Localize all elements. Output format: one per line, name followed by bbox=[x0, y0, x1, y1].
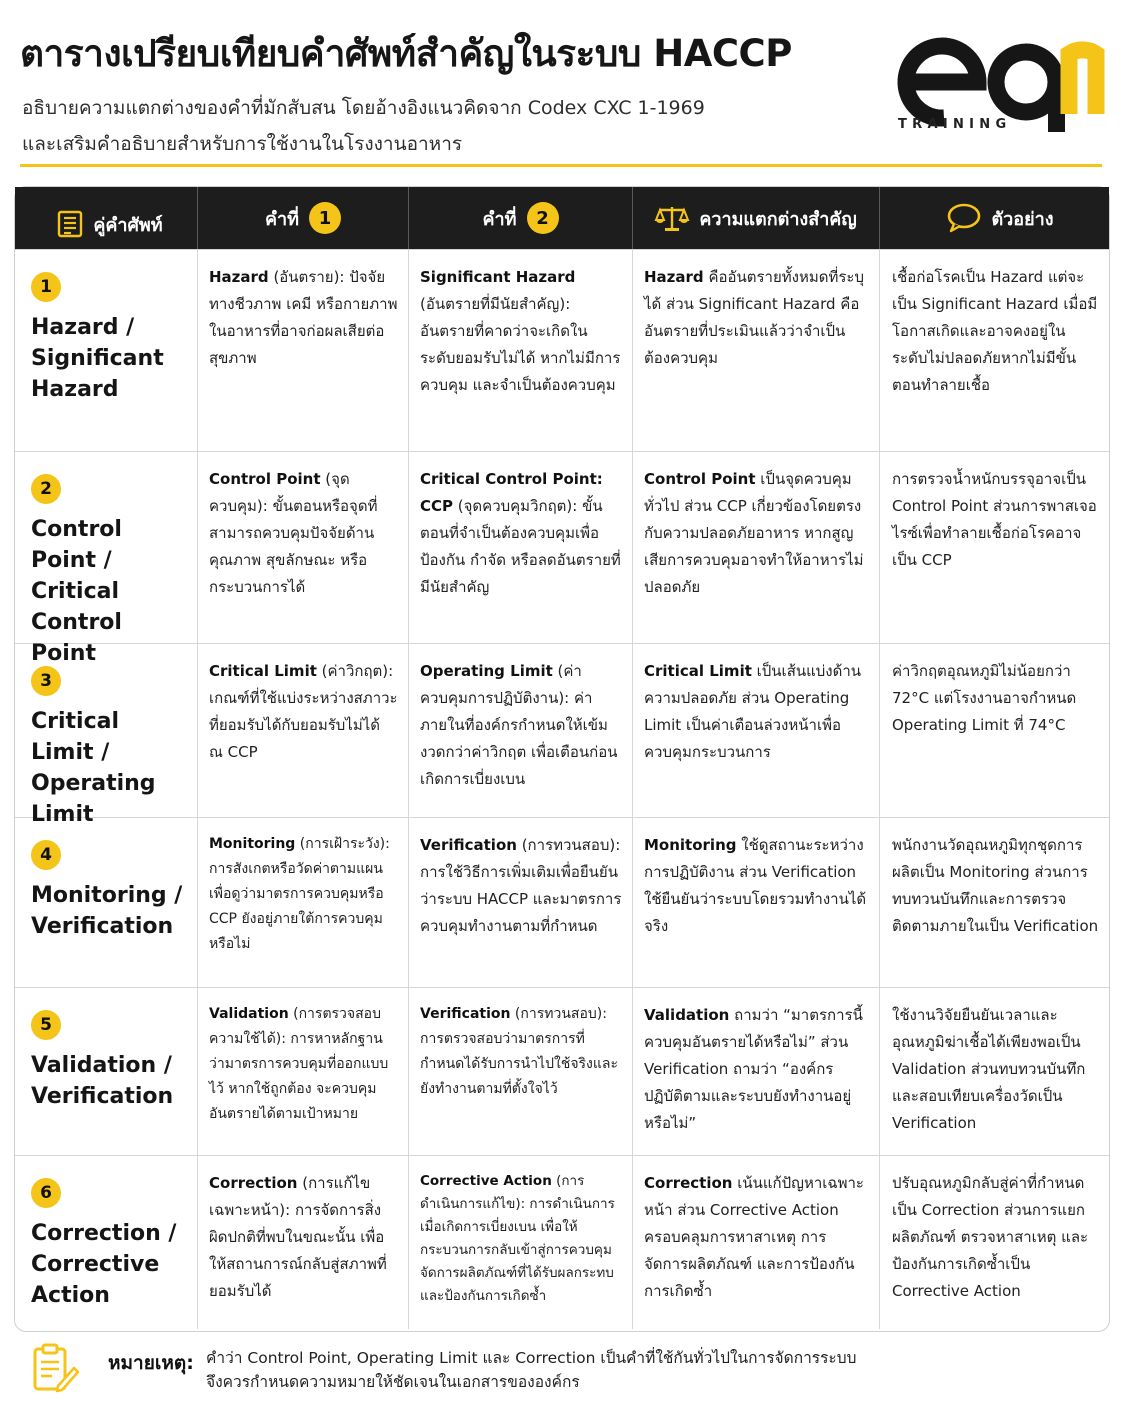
difference-term: Correction bbox=[644, 1174, 733, 1192]
term1-cell bbox=[198, 644, 409, 817]
term-pair-line: Significant bbox=[31, 346, 164, 371]
term1-definition: (อันตราย): ปัจจัยทางชีวภาพ เคมี หรือกายภาพในอาหารที่อาจก่อผลเสียต่อสุขภาพ bbox=[209, 268, 398, 367]
footnote-label: หมายเหตุ: bbox=[108, 1352, 194, 1374]
column-header-term2-label: คำที่ bbox=[482, 208, 517, 230]
subtitle-line-2: และเสริมคำอธิบายสำหรับการใช้งานในโรงงานอาหาร bbox=[22, 133, 463, 155]
example-text: ค่าวิกฤตอุณหภูมิไม่น้อยกว่า 72°C แต่โรงงานอาจกำหนด Operating Limit ที่ 74°C bbox=[892, 662, 1077, 734]
term2-cell bbox=[409, 818, 633, 987]
term-pair-title bbox=[31, 706, 189, 830]
term1-cell bbox=[198, 988, 409, 1155]
term2-definition: (จุดควบคุมวิกฤต): ขั้นตอนที่จำเป็นต้องควบคุมเพื่อป้องกัน กำจัด หรือลดอันตรายที่มีนัยสำคัญ bbox=[420, 497, 621, 596]
term-pair-title bbox=[31, 312, 189, 405]
difference-text: เป็นเส้นแบ่งด้านความปลอดภัย ส่วน Operating Limit เป็นค่าเตือนล่วงหน้าเพื่อควบคุมกระบวนการ bbox=[644, 662, 862, 761]
column-header-term1-label: คำที่ bbox=[264, 208, 299, 230]
difference-term: Validation bbox=[644, 1006, 730, 1024]
difference-text: ถามว่า “มาตรการนี้ควบคุมอันตรายได้หรือไม่” ส่วน Verification ถามว่า “องค์กรปฏิบัติตามและระบบยังทำงานอยู่หรือไม่” bbox=[644, 1006, 863, 1132]
term2-definition: (การทวนสอบ): การใช้วิธีการเพิ่มเติมเพื่อยืนยันว่าระบบ HACCP และมาตรการควบคุมทำงานตามที่กำหนด bbox=[420, 836, 622, 935]
example-cell bbox=[880, 818, 1109, 987]
term-pair-line: Operating Limit bbox=[31, 771, 156, 827]
difference-cell bbox=[633, 988, 880, 1155]
example-text: ใช้งานวิจัยยืนยันเวลาและอุณหภูมิฆ่าเชื้อได้เพียงพอเป็น Validation ส่วนทบทวนบันทึกและสอบเทียบเครื่องวัดเป็น Verification bbox=[892, 1006, 1086, 1132]
page-subtitle bbox=[22, 90, 872, 162]
example-text: ปรับอุณหภูมิกลับสู่ค่าที่กำหนดเป็น Correction ส่วนการแยกผลิตภัณฑ์ ตรวจหาสาเหตุ และป้องกันการเกิดซ้ำเป็น Corrective Action bbox=[892, 1174, 1089, 1300]
difference-term: Monitoring bbox=[644, 836, 737, 854]
term1-definition: (การแก้ไขเฉพาะหน้า): การจัดการสิ่งผิดปกติที่พบในขณะนั้น เพื่อให้สถานการณ์กลับสู่สภาพที่ยอมรับได้ bbox=[209, 1174, 387, 1300]
term2-name: Verification bbox=[420, 836, 517, 854]
column-header-example bbox=[880, 187, 1109, 249]
difference-text: เน้นแก้ปัญหาเฉพาะหน้า ส่วน Corrective Action ครอบคลุมการหาสาเหตุ การจัดการผลิตภัณฑ์ และการป้องกันการเกิดซ้ำ bbox=[644, 1174, 864, 1300]
example-cell bbox=[880, 1156, 1109, 1329]
term2-cell bbox=[409, 250, 633, 451]
term2-name: Operating Limit bbox=[420, 662, 553, 680]
logo-text: eqa bbox=[886, 26, 888, 27]
term-pair-line: Verification bbox=[31, 1084, 174, 1109]
term1-cell bbox=[198, 250, 409, 451]
column-header-term2-number: 2 bbox=[527, 202, 559, 234]
term-pair-cell bbox=[15, 818, 198, 987]
term-pair-title bbox=[31, 880, 189, 942]
difference-cell bbox=[633, 452, 880, 643]
document-list-icon bbox=[57, 210, 83, 238]
footnote-line-1: คำว่า Control Point, Operating Limit และ Correction เป็นคำที่ใช้กันทั่วไปในการจัดการระบบ bbox=[206, 1349, 857, 1367]
column-header-pair-label: คู่คำศัพท์ bbox=[93, 214, 163, 236]
term1-definition: (การเฝ้าระวัง): การสังเกตหรือวัดค่าตามแผน เพื่อดูว่ามาตรการควบคุมหรือ CCP ยังอยู่ภายใต้การควบคุมหรือไม่ bbox=[209, 836, 390, 952]
subtitle-line-1: อธิบายความแตกต่างของคำที่มักสับสน โดยอ้างอิงแนวคิดจาก Codex CXC 1-1969 bbox=[22, 97, 705, 119]
term-pair-cell bbox=[15, 988, 198, 1155]
term2-cell bbox=[409, 452, 633, 643]
table-row bbox=[15, 987, 1109, 1155]
footnote-line-2: จึงควรกำหนดความหมายให้ชัดเจนในเอกสารขององค์กร bbox=[206, 1373, 580, 1391]
term1-name: Critical Limit bbox=[209, 662, 317, 680]
table-row bbox=[15, 643, 1109, 827]
term2-definition: (อันตรายที่มีนัยสำคัญ): อันตรายที่คาดว่าจะเกิดในระดับยอมรับไม่ได้ หากไม่มีการควบคุม และจำเป็นต้องควบคุม bbox=[420, 295, 621, 394]
difference-term: Critical Limit bbox=[644, 662, 752, 680]
term-pair-line: Corrective Action bbox=[31, 1252, 160, 1308]
term-pair-cell bbox=[15, 452, 198, 666]
term2-name: Critical Control Point: CCP bbox=[420, 470, 603, 515]
term-pair-line: Verification bbox=[31, 914, 174, 939]
example-text: การตรวจน้ำหนักบรรจุอาจเป็น Control Point ส่วนการพาสเจอไรซ์เพื่อทำลายเชื้อก่อโรคอาจเป็น CCP bbox=[892, 470, 1097, 569]
term2-definition: (ค่าควบคุมการปฏิบัติงาน): ค่าภายในที่องค์กรกำหนดให้เข้มงวดกว่าค่าวิกฤต เพื่อเตือนก่อนเกิดการเบี่ยงเบน bbox=[420, 662, 618, 788]
clipboard-pencil-icon bbox=[30, 1342, 80, 1394]
table-row bbox=[15, 817, 1109, 987]
term-pair-title bbox=[31, 1050, 189, 1112]
speech-bubble-icon bbox=[947, 203, 981, 233]
term1-cell bbox=[198, 1156, 409, 1329]
difference-text: ใช้ดูสถานะระหว่างการปฏิบัติงาน ส่วน Verification ใช้ยืนยันว่าระบบโดยรวมทำงานได้จริง bbox=[644, 836, 867, 935]
term-pair-line: Control Point / bbox=[31, 517, 122, 573]
term1-name: Validation bbox=[209, 1006, 289, 1022]
page-title: ตารางเปรียบเทียบคำศัพท์สำคัญในระบบ HACCP bbox=[20, 32, 792, 75]
term-pair-title bbox=[31, 1218, 189, 1311]
term-pair-line: Critical Limit / bbox=[31, 709, 120, 765]
column-header-term1-number: 1 bbox=[309, 202, 341, 234]
divider bbox=[20, 164, 1102, 167]
term-pair-line: Critical Control bbox=[31, 579, 122, 635]
term-pair-cell bbox=[15, 1156, 198, 1329]
term2-cell bbox=[409, 644, 633, 817]
example-cell bbox=[880, 452, 1109, 643]
column-header-diff bbox=[633, 187, 880, 249]
term-pair-line: Hazard / bbox=[31, 315, 135, 340]
term2-definition: (การดำเนินการแก้ไข): การดำเนินการเมื่อเกิดการเบี่ยงเบน เพื่อให้กระบวนการกลับเข้าสู่การควบคุม จัดการผลิตภัณฑ์ที่ได้รับผลกระทบ และป้องกันการเกิดซ้ำ bbox=[420, 1173, 615, 1304]
column-header-diff-label: ความแตกต่างสำคัญ bbox=[699, 208, 857, 230]
term-pair-line: Correction / bbox=[31, 1221, 177, 1246]
difference-text: เป็นจุดควบคุมทั่วไป ส่วน CCP เกี่ยวข้องโดยตรงกับความปลอดภัยอาหาร หากสูญเสียการควบคุมอาจทำให้อาหารไม่ปลอดภัย bbox=[644, 470, 864, 596]
example-cell bbox=[880, 988, 1109, 1155]
term1-name: Hazard bbox=[209, 268, 269, 286]
difference-cell bbox=[633, 1156, 880, 1329]
term2-name: Significant Hazard bbox=[420, 268, 576, 286]
term-pair-line: Hazard bbox=[31, 377, 119, 402]
example-text: เชื้อก่อโรคเป็น Hazard แต่จะเป็น Significant Hazard เมื่อมีโอกาสเกิดและอาจคงอยู่ในระดับไม่ปลอดภัยหากไม่มีขั้นตอนทำลายเชื้อ bbox=[892, 268, 1098, 394]
term-pair-line: Validation / bbox=[31, 1053, 172, 1078]
row-number-badge: 4 bbox=[31, 840, 61, 870]
difference-cell bbox=[633, 250, 880, 451]
footnote-text bbox=[206, 1346, 1086, 1394]
term1-definition: (จุดควบคุม): ขั้นตอนหรือจุดที่สามารถควบคุมปัจจัยด้านคุณภาพ สุขลักษณะ หรือกระบวนการได้ bbox=[209, 470, 378, 596]
example-text: พนักงานวัดอุณหภูมิทุกชุดการผลิตเป็น Monitoring ส่วนการทบทวนบันทึกและการตรวจติดตามภายในเป็น Verification bbox=[892, 836, 1099, 935]
term2-cell bbox=[409, 988, 633, 1155]
term1-cell bbox=[198, 818, 409, 987]
term1-definition: (ค่าวิกฤต): เกณฑ์ที่ใช้แบ่งระหว่างสภาวะที่ยอมรับได้กับยอมรับไม่ได้ ณ CCP bbox=[209, 662, 398, 761]
term2-name: Corrective Action bbox=[420, 1173, 552, 1189]
difference-cell bbox=[633, 818, 880, 987]
comparison-table bbox=[14, 186, 1110, 1332]
term-pair-cell bbox=[15, 644, 198, 827]
logo-subtext: TRAINING bbox=[898, 117, 1012, 132]
example-cell bbox=[880, 644, 1109, 817]
term1-name: Correction bbox=[209, 1174, 298, 1192]
table-row bbox=[15, 451, 1109, 666]
term2-cell bbox=[409, 1156, 633, 1329]
term2-name: Verification bbox=[420, 1006, 511, 1022]
table-body bbox=[15, 249, 1109, 1329]
row-number-badge: 6 bbox=[31, 1178, 61, 1208]
column-header-example-label: ตัวอย่าง bbox=[991, 208, 1054, 230]
term1-name: Monitoring bbox=[209, 836, 296, 852]
term1-cell bbox=[198, 452, 409, 643]
balance-scale-icon bbox=[655, 204, 689, 232]
row-number-badge: 3 bbox=[31, 666, 61, 696]
term-pair-line: Point bbox=[31, 641, 96, 666]
column-header-term2 bbox=[409, 187, 633, 249]
table-row bbox=[15, 1155, 1109, 1329]
row-number-badge: 2 bbox=[31, 474, 61, 504]
column-header-term1 bbox=[198, 187, 409, 249]
footnote bbox=[30, 1340, 1110, 1400]
difference-cell bbox=[633, 644, 880, 817]
row-number-badge: 1 bbox=[31, 272, 61, 302]
table-header bbox=[15, 187, 1109, 249]
table-row bbox=[15, 249, 1109, 451]
difference-term: Control Point bbox=[644, 470, 756, 488]
term2-definition: (การทวนสอบ): การตรวจสอบว่ามาตรการที่กำหนดได้รับการนำไปใช้จริงและยังทำงานตามที่ตั้งใจไว้ bbox=[420, 1006, 619, 1097]
term1-definition: (การตรวจสอบความใช้ได้): การหาหลักฐานว่ามาตรการควบคุมที่ออกแบบไว้ หากใช้ถูกต้อง จะควบคุมอันตรายได้ตามเป้าหมาย bbox=[209, 1006, 389, 1122]
row-number-badge: 5 bbox=[31, 1010, 61, 1040]
column-header-pair bbox=[15, 187, 198, 249]
difference-term: Hazard bbox=[644, 268, 704, 286]
difference-text: คืออันตรายทั้งหมดที่ระบุได้ ส่วน Significant Hazard คืออันตรายที่ประเมินแล้วว่าจำเป็นต้องควบคุม bbox=[644, 268, 865, 367]
example-cell bbox=[880, 250, 1109, 451]
term1-name: Control Point bbox=[209, 470, 321, 488]
term-pair-line: Monitoring / bbox=[31, 883, 183, 908]
term-pair-cell bbox=[15, 250, 198, 451]
